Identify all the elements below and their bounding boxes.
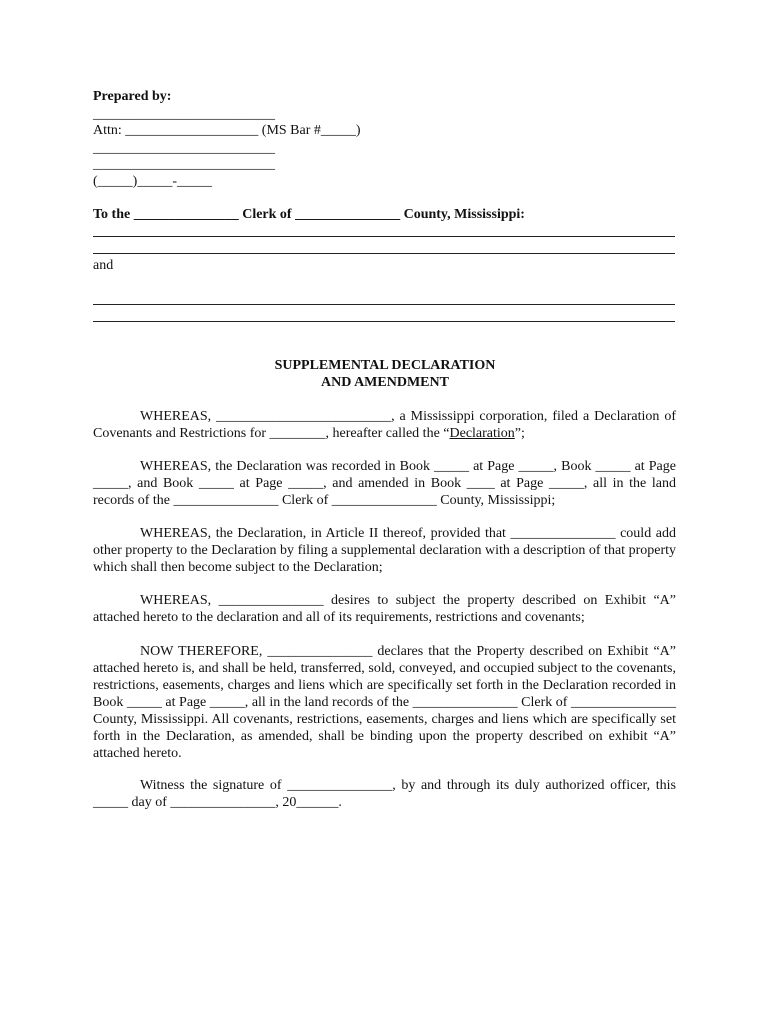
phone-line: (_____)_____-_____ xyxy=(93,174,212,189)
rule-line-2 xyxy=(93,253,675,254)
address-line-1: __________________________ xyxy=(93,141,275,156)
whereas-paragraph-2 xyxy=(93,458,676,509)
document-title-line-1: SUPPLEMENTAL DECLARATION xyxy=(274,358,496,373)
whereas-paragraph-4 xyxy=(93,592,676,626)
paragraph-4-text: WHEREAS, _______________ desires to subject the property described on Exhibit “A” attached hereto to the declaration and all of its requirements, restrictions and covenants; xyxy=(93,593,676,625)
paragraph-3-text: WHEREAS, the Declaration, in Article II thereof, provided that _______________ could add other property to the Declaration by filing a supplemental declaration with a description of that property which shall then become subject to the Declaration; xyxy=(93,526,676,575)
address-line-2: __________________________ xyxy=(93,157,275,172)
now-therefore-paragraph xyxy=(93,643,676,762)
attn-line: Attn: ___________________ (MS Bar #_____) xyxy=(93,123,361,138)
rule-line-1 xyxy=(93,236,675,237)
rule-line-3 xyxy=(93,304,675,305)
paragraph-5-text: NOW THEREFORE, _______________ declares that the Property described on Exhibit “A” attached hereto is, and shall be held, transferred, sold, conveyed, and occupied subject to the covenants, restrictions, easements, charges and liens which are specifically set forth in the Declaration recorded in Book _____ at Page _____, all in the land records of the _______________ Clerk of _______________ County, Mississippi. All covenants, restrictions, easements, charges and liens which are specifically set forth in the Declaration, as amended, shall be binding upon the property described on exhibit “A” attached hereto. xyxy=(93,644,676,761)
rule-line-4 xyxy=(93,321,675,322)
preparer-name-line: __________________________ xyxy=(93,107,275,122)
whereas-paragraph-3 xyxy=(93,525,676,576)
paragraph-1-end: ”; xyxy=(514,426,525,441)
to-clerk-heading: To the _______________ Clerk of _______________ County, Mississippi: xyxy=(93,207,525,222)
and-label: and xyxy=(93,258,114,273)
declaration-term: Declaration xyxy=(449,426,515,441)
paragraph-1-text: WHEREAS, _________________________, a Mississippi corporation, filed a Declaration of Covenants and Restrictions for ________, hereafter called the “ xyxy=(93,409,676,441)
paragraph-6-text: Witness the signature of _______________, by and through its duly authorized officer, this _____ day of _______________, 20______. xyxy=(93,778,676,810)
paragraph-2-text: WHEREAS, the Declaration was recorded in Book _____ at Page _____, Book _____ at Page _____, and Book _____ at Page _____, and amended in Book ____ at Page _____, all in the land records of the _______________ Clerk of _______________ County, Mississippi; xyxy=(93,459,676,508)
document-title-line-2: AND AMENDMENT xyxy=(321,375,449,390)
witness-paragraph xyxy=(93,777,676,811)
whereas-paragraph-1 xyxy=(93,408,676,442)
prepared-by-label: Prepared by: xyxy=(93,89,172,104)
